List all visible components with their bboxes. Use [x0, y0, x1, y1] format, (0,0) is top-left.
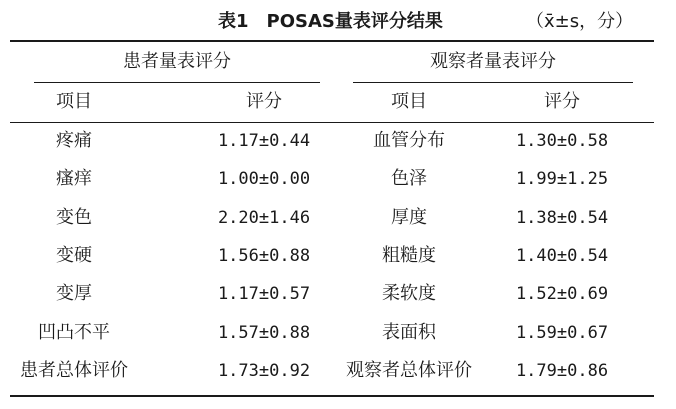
header-item-observer: 项目: [391, 91, 427, 112]
row-item-observer: 厚度: [391, 207, 427, 228]
row-score-patient: 1.00±0.00: [217, 169, 311, 189]
row-score-observer: 1.38±0.54: [515, 208, 609, 228]
row-score-observer: 1.30±0.58: [515, 131, 609, 151]
row-score-patient: 1.17±0.44: [217, 131, 311, 151]
row-item-patient: 凹凸不平: [38, 322, 110, 343]
header-score-observer: 评分: [544, 91, 580, 112]
group-rule-patient: [34, 82, 320, 83]
table-title: 表1 POSAS量表评分结果: [218, 11, 443, 32]
row-item-observer: 观察者总体评价: [346, 360, 472, 381]
row-item-patient: 患者总体评价: [20, 360, 128, 381]
row-item-observer: 血管分布: [373, 130, 445, 151]
table-unit: （x̄±s，分）: [526, 11, 634, 32]
row-item-patient: 疼痛: [56, 130, 92, 151]
row-score-observer: 1.40±0.54: [515, 246, 609, 266]
header-score-patient: 评分: [246, 91, 282, 112]
row-score-patient: 1.57±0.88: [217, 323, 311, 343]
row-score-patient: 2.20±1.46: [217, 208, 311, 228]
group-label-observer: 观察者量表评分: [430, 51, 556, 72]
table-title-bar: [0, 8, 676, 36]
row-score-patient: 1.17±0.57: [217, 284, 311, 304]
bottom-rule: [10, 395, 654, 397]
header-rule: [10, 122, 654, 123]
row-score-observer: 1.59±0.67: [515, 323, 609, 343]
row-score-observer: 1.79±0.86: [515, 361, 609, 381]
row-score-patient: 1.56±0.88: [217, 246, 311, 266]
row-score-observer: 1.52±0.69: [515, 284, 609, 304]
row-score-observer: 1.99±1.25: [515, 169, 609, 189]
row-item-patient: 瘙痒: [56, 168, 92, 189]
row-item-observer: 粗糙度: [382, 245, 436, 266]
row-score-patient: 1.73±0.92: [217, 361, 311, 381]
group-rule-observer: [353, 82, 633, 83]
row-item-observer: 柔软度: [382, 283, 436, 304]
row-item-observer: 色泽: [391, 168, 427, 189]
row-item-patient: 变硬: [56, 245, 92, 266]
row-item-patient: 变色: [56, 207, 92, 228]
top-rule: [10, 40, 654, 42]
group-label-patient: 患者量表评分: [123, 51, 231, 72]
row-item-patient: 变厚: [56, 283, 92, 304]
header-item-patient: 项目: [56, 91, 92, 112]
row-item-observer: 表面积: [382, 322, 436, 343]
